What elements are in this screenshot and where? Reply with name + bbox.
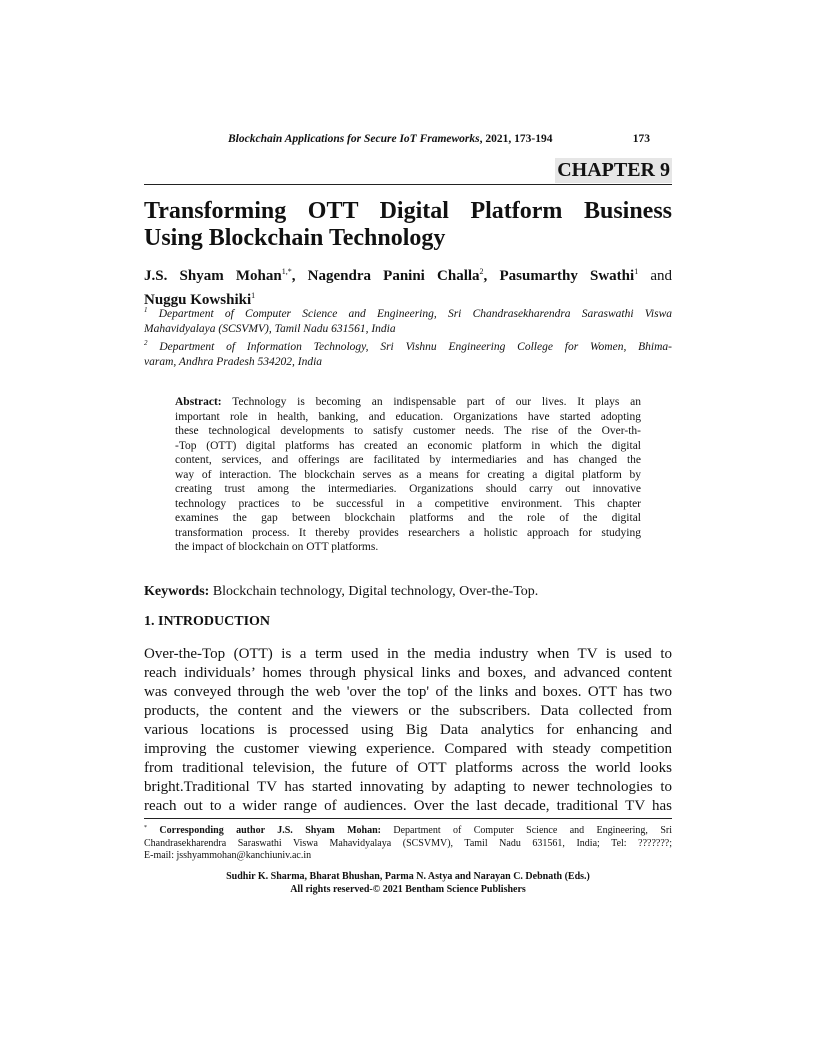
body-line: from traditional television, the future of OTT platforms across the world looks	[144, 760, 672, 776]
body-line: Over-the-Top (OTT) is a term used in the media industry when TV is used to	[144, 646, 672, 662]
running-head	[144, 133, 672, 149]
affiliation-text: Department of Information Technology, Sri Vishnu Engineering College for Women, Bhima-	[159, 341, 673, 353]
affiliation-1	[144, 303, 672, 337]
abstract-line: examines the gap between blockchain platforms and the role of the digital	[175, 512, 641, 524]
body-line: products, the content and the viewers or the subscribers. Data collected from	[144, 703, 672, 719]
keywords	[144, 583, 672, 601]
chapter-title	[144, 198, 672, 252]
journal-citation	[228, 133, 552, 145]
author-name: J.S. Shyam Mohan	[144, 268, 282, 284]
abstract-label: Abstract:	[175, 396, 222, 408]
title-line-2: Using Blockchain Technology	[144, 225, 446, 251]
body-line: reach out to a wider range of audiences. Over the last decade, traditional TV has	[144, 798, 672, 814]
abstract-line: technology practices to be successful in a competitive environment. This chapter	[175, 497, 641, 510]
body-line: bright.Traditional TV has started innovating by adapting to newer technologies to	[144, 779, 672, 795]
affiliation-line	[144, 336, 672, 355]
abstract-text: Technology is becoming an indispensable part of our lives. It plays an	[232, 396, 642, 408]
author-affiliation-mark: 1	[634, 267, 639, 276]
body-line: reach individuals’ homes through physical links and boxes, and advanced content	[144, 665, 672, 681]
affiliation-line	[144, 303, 672, 322]
author-name: Nagendra Panini Challa	[307, 268, 480, 284]
abstract	[175, 395, 641, 555]
footnote-email: E-mail: jsshyammohan@kanchiuniv.ac.in	[144, 850, 312, 861]
footnote-text: Department of Computer Science and Engineering, Sri	[380, 825, 673, 836]
keywords-text: Blockchain technology, Digital technology, Over-the-Top.	[212, 584, 539, 599]
footnote	[144, 822, 672, 863]
chapter-label: CHAPTER 9	[557, 159, 670, 181]
author-affiliation-mark: 1,*	[281, 267, 292, 276]
author-affiliation-mark: 1	[251, 291, 256, 300]
abstract-line: important role in health, banking, and education. Organizations have started adopting	[175, 410, 641, 423]
page-number: 173	[632, 133, 650, 145]
editors-credit	[144, 870, 672, 896]
author-line-1: J.S. Shyam Mohan$^{1,*}$, Nagendra Panini Challa$^2$, Pasumarthy Swathi$^1$ and	[144, 267, 673, 284]
title-line-1: Transforming OTT Digital Platform Business	[144, 198, 672, 224]
author-affiliation-mark: 2	[479, 267, 484, 276]
keywords-label: Keywords:	[144, 584, 210, 599]
affiliation-mark: 1	[144, 306, 148, 314]
body-line: improving the customer viewing experience. Compared with steady competition	[144, 741, 672, 757]
editors-names: Sudhir K. Sharma, Bharat Bhushan, Parma N. Astya and Narayan C. Debnath (Eds.)	[226, 871, 590, 882]
abstract-line: way of interaction. The blockchain serves as a means for creating a digital platform by	[175, 468, 641, 481]
abstract-line: creating trust among the intermediaries. Organizations should carry out innovative	[175, 483, 641, 495]
section-heading: 1. INTRODUCTION	[144, 614, 271, 629]
author-name: Pasumarthy Swathi	[499, 268, 635, 284]
chapter-header	[144, 158, 672, 185]
abstract-line: -Top (OTT) digital platforms has created an economic platform in which the digital	[175, 439, 641, 452]
body-line: various locations is processed using Big Data analytics for enhancing and	[144, 722, 672, 738]
body-line: was conveyed through the web 'over the top' of the links and boxes. OTT has two	[144, 684, 672, 700]
affiliation-2	[144, 336, 672, 370]
footnote-label: Corresponding author J.S. Shyam Mohan:	[159, 825, 381, 836]
author-conjunction: and	[650, 268, 673, 284]
footnote-mark: *	[144, 825, 147, 831]
body-paragraph	[144, 645, 672, 816]
author-name: Nuggu Kowshiki	[144, 292, 252, 308]
journal-title: Blockchain Applications for Secure IoT Frameworks	[228, 133, 480, 145]
footnote-divider	[144, 818, 672, 819]
footnote-line	[144, 822, 672, 838]
affiliation-text: Department of Computer Science and Engineering, Sri Chandrasekharendra Saraswathi Viswa	[158, 308, 672, 320]
abstract-line: the impact of blockchain on OTT platforms.	[175, 541, 379, 553]
abstract-line	[175, 395, 641, 410]
abstract-line: these technological developments to satisfy customer needs. The rise of the Over-th-	[175, 425, 641, 437]
abstract-line: content, services, and offerings are facilitated by intermediaries and has changed the	[175, 454, 641, 466]
affiliation-text: varam, Andhra Pradesh 534202, India	[144, 356, 323, 368]
abstract-line: transformation process. It thereby provides researchers a holistic approach for studying	[175, 526, 641, 539]
journal-details: , 2021, 173-194	[479, 133, 553, 145]
affiliation-text: Mahavidyalaya (SCSVMV), Tamil Nadu 631561, India	[144, 323, 396, 335]
copyright-notice: All rights reserved-© 2021 Bentham Science Publishers	[290, 884, 526, 895]
footnote-line: Chandrasekharendra Saraswathi Viswa Mahavidyalaya (SCSVMV), Tamil Nadu 631561, India; Tel: ???????;	[144, 837, 672, 849]
affiliation-mark: 2	[144, 339, 148, 347]
